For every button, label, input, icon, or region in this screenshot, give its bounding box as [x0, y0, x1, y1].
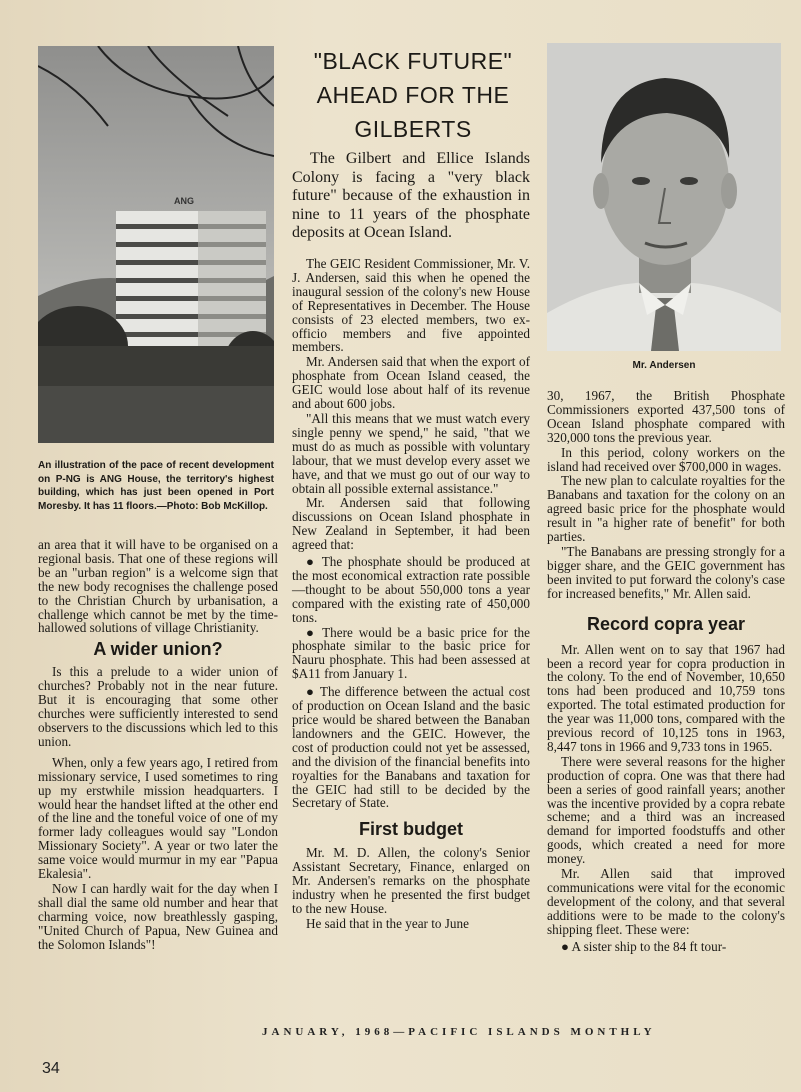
- bullet-icon: ●: [306, 624, 323, 640]
- subhead-wider-union: A wider union?: [93, 639, 223, 660]
- page-number: 34: [42, 1060, 60, 1077]
- left-paragraph: Is this a prelude to a wider union of churches? Probably not in the near future. But it is encouraging that some other churches were sufficiently interested to send observers to the discussions which led to this union.: [38, 664, 278, 749]
- mr-andersen-portrait: [547, 43, 781, 351]
- bullet-icon: ●: [306, 554, 322, 570]
- right-column-text: [547, 389, 785, 954]
- middle-column-text: [292, 257, 530, 931]
- building-photo-image: [38, 46, 274, 443]
- photo-caption-left: An illustration of the pace of recent development on P-NG is ANG House, the territory's highest building, which has just been opened in Port Moresby. It has 11 floors.—Photo: Bob McKillop.: [38, 460, 274, 512]
- bullet-item: ● The phosphate should be produced at the most economical extraction rate possible—thought to be about 550,000 tons a year compared with the existing rate of 450,000 tons.: [292, 554, 530, 625]
- right-paragraph: Mr. Allen said that improved communications were vital for the economic development of the colony, and that several additions were to be made to the colony's shipping fleet. These were:: [547, 866, 785, 937]
- subhead-record-copra: Record copra year: [586, 613, 746, 634]
- photo-caption-right: Mr. Andersen: [632, 360, 696, 371]
- bullet-icon: ●: [306, 684, 320, 700]
- bullet-icon: ●: [561, 938, 572, 954]
- right-paragraph: The new plan to calculate royalties for the Banabans and taxation for the colony on an agreed basic price for the phosphate would result in "a higher rate of benefit" for both parties.: [547, 473, 785, 545]
- right-paragraph: Mr. Allen went on to say that 1967 had been a record year for copra production in the colony. To the end of November, 10,650 tons had been produced and 10,759 tons exported. The total estimated production for the year was 11,000 tons, compared with the previous record of 10,125 tons in 1963, 8,447 tons in 1966 and 9,733 tons in 1965.: [547, 641, 785, 754]
- lead-paragraph: The Gilbert and Ellice Islands Colony is facing a "very black future" because of the exhaustion in nine to 11 years of the phosphate deposits at Ocean Island.: [292, 150, 530, 241]
- headline: "BLACK FUTURE" AHEAD FOR THE GILBERTS: [313, 48, 513, 142]
- bullet-item: ● A sister ship to the 84 ft tour-: [561, 938, 727, 954]
- middle-paragraph: He said that in the year to June: [306, 915, 469, 931]
- issue-footer: JANUARY, 1968—PACIFIC ISLANDS MONTHLY: [262, 1026, 656, 1038]
- left-paragraph: an area that it will have to be organised on a regional basis. That one of these regions will be an "urban region" is a welcome sign that the new body recognises the challenge posed to the Christian Church by urbanisation, a challenge which cannot be met by the time-hallowed solutions of village Christianity.: [38, 537, 278, 636]
- ang-house-photo: [38, 46, 274, 443]
- subhead-first-budget: First budget: [359, 819, 463, 840]
- bullet-item: ● There would be a basic price for the phosphate similar to the basic price for Nauru phosphate. This had been assessed at $A11 from January 1.: [292, 624, 530, 682]
- middle-paragraph: "All this means that we must watch every single penny we spend," he said, "that we must do as much as possible with voluntary labour, that we must develop every asset we have, and that we must go out of our way to obtain all possible external assistance.": [292, 410, 530, 496]
- left-column-text: [38, 538, 278, 951]
- middle-paragraph: Mr. Andersen said that following discussions on Ocean Island phosphate in New Zealand in September, it had been agreed that:: [292, 495, 530, 553]
- right-paragraph: In this period, colony workers on the island had received over $700,000 in wages.: [547, 444, 785, 474]
- middle-paragraph: Mr. Andersen said that when the export of phosphate from Ocean Island ceased, the GEIC would lose about half of its revenue and about 600 jobs.: [292, 354, 530, 412]
- middle-paragraph: Mr. M. D. Allen, the colony's Senior Assistant Secretary, Finance, enlarged on Mr. Andersen's remarks on the phosphate industry when he presented the first budget to the new House.: [292, 845, 530, 916]
- left-paragraph: Now I can hardly wait for the day when I shall dial the same old number and hear that charming voice, now breathlessly gasping, "United Church of Papua, New Guinea and the Solomon Islands"!: [38, 880, 278, 952]
- right-paragraph: There were several reasons for the higher production of copra. One was that there had been a series of good rainfall years; another was the incentive provided by a copra rebate scheme; and a third was an increased demand for imported foodstuffs and other goods, which created a need for more money.: [547, 753, 785, 867]
- building-sign: ANG: [174, 196, 194, 206]
- middle-paragraph: The GEIC Resident Commissioner, Mr. V. J. Andersen, said this when he opened the inaugural session of the colony's new House of Representatives in December. The House consists of 23 elected members, two ex-officio members and five appointed members.: [292, 256, 530, 355]
- portrait-image: [547, 43, 781, 351]
- bullet-item: ● The difference between the actual cost of production on Ocean Island and the basic price would be shared between the Banaban landowners and the GEIC. However, the cost of production could not yet be assessed, and the division of the financial benefits into royalties for the Banabans and taxation for the GEIC had still to be decided by the Secretary of State.: [292, 684, 530, 811]
- left-paragraph: When, only a few years ago, I retired from missionary service, I used sometimes to ring up my erstwhile mission headquarters. I would hear the handset lifted at the other end of the line and the toneful voice of one of my former lady colleagues would say "London Missionary Society". A year or two later the same voice would murmur in my ear "Papua Ekalesia".: [38, 754, 278, 882]
- right-paragraph: "The Banabans are pressing strongly for a bigger share, and the GEIC government has been invited to put forward the colony's case for increased benefits," Mr. Allen said.: [547, 543, 785, 601]
- right-paragraph: 30, 1967, the British Phosphate Commissioners exported 437,500 tons of Ocean Island phosphate compared with 320,000 tons the previous year.: [547, 388, 785, 445]
